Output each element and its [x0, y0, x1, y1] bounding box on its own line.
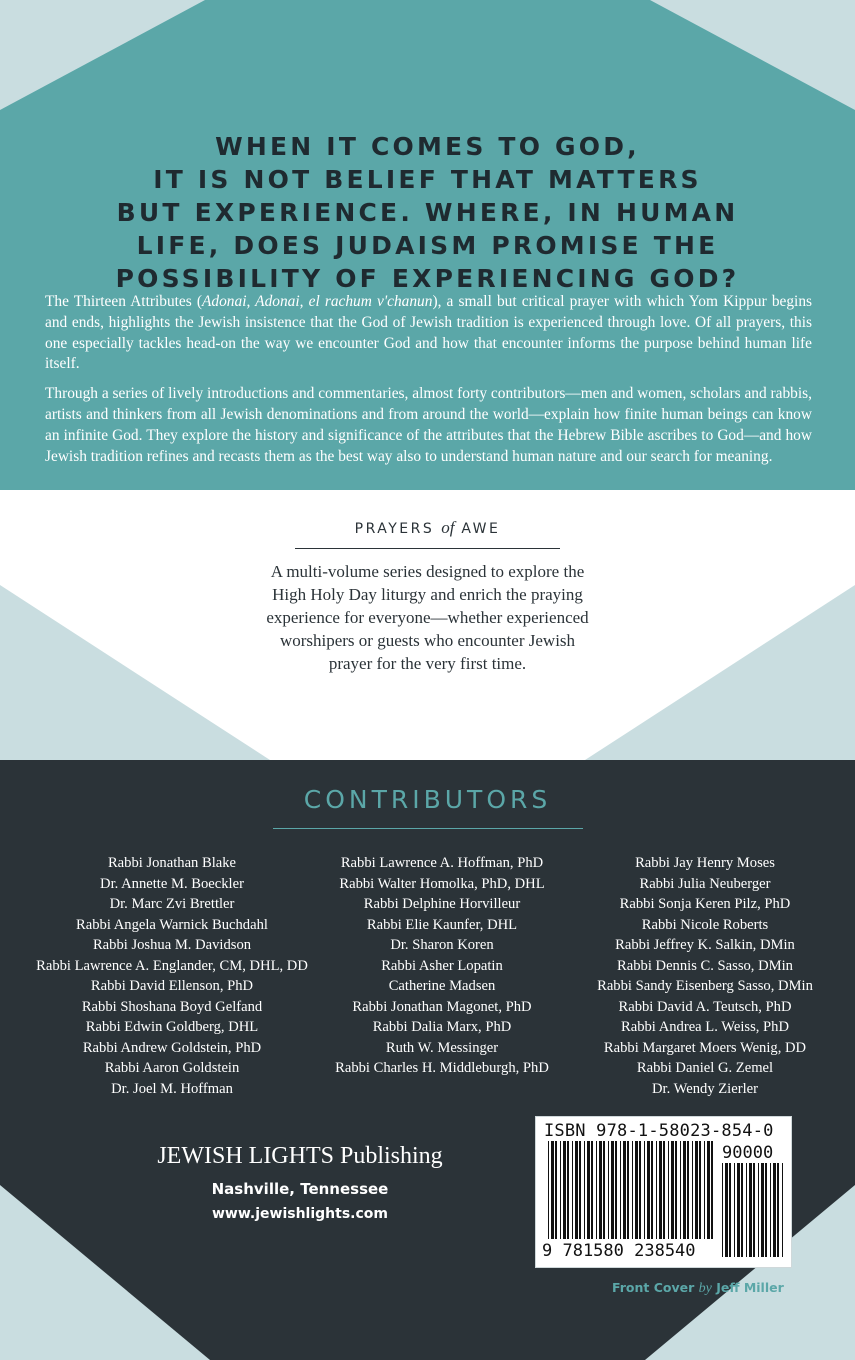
contributor-name: Rabbi Lawrence A. Englander, CM, DHL, DD [36, 957, 308, 974]
barcode-bar [575, 1141, 578, 1239]
contributor-name: Rabbi Charles H. Middleburgh, PhD [335, 1060, 549, 1076]
barcode-bar [761, 1163, 764, 1257]
contributors-column-1 [17, 853, 327, 1099]
series-description-line: experience for everyone—whether experienced [266, 608, 589, 627]
contributor-name: Rabbi Edwin Goldberg, DHL [85, 1019, 259, 1035]
contributor-name: Rabbi Elie Kaunfer, DHL [366, 916, 518, 933]
barcode-bar [591, 1141, 593, 1239]
series-description [0, 560, 855, 675]
contributor-name: Rabbi Lawrence A. Hoffman, PhD [340, 855, 544, 871]
barcode-bar [584, 1141, 585, 1239]
price-addon-number: 90000 [722, 1143, 774, 1163]
barcode-bar [663, 1141, 665, 1239]
barcode-bar [683, 1141, 686, 1239]
barcode-bar [608, 1141, 609, 1239]
barcode-bar [627, 1141, 629, 1239]
contributor-name: Rabbi Jay Henry Moses [635, 855, 775, 871]
barcode-bar [623, 1141, 626, 1239]
contributor-name: Rabbi David A. Teutsch, PhD [618, 998, 792, 1015]
contributor-name: Rabbi Andrea L. Weiss, PhD [621, 1019, 789, 1035]
barcode-bar [611, 1141, 614, 1239]
barcode-bar [647, 1141, 650, 1239]
barcode-bar [603, 1141, 605, 1239]
contributor-name: Rabbi Angela Warnick Buchdahl [76, 916, 268, 933]
contributor-name: Rabbi Joshua M. Davidson [92, 937, 252, 953]
barcode-bar [749, 1163, 752, 1257]
contributor-name: Rabbi Asher Lopatin [381, 957, 503, 974]
contributor-name: Rabbi Julia Neuberger [639, 875, 771, 892]
barcode-bar [579, 1141, 581, 1239]
publisher-city: Nashville, Tennessee [211, 1180, 389, 1198]
contributors-divider [273, 828, 583, 829]
headline-line: WHEN IT COMES TO GOD, [215, 132, 640, 161]
barcode-bar [572, 1141, 573, 1239]
contributor-name: Dr. Joel M. Hoffman [111, 1080, 233, 1097]
publisher-name: JEWISH LIGHTS Publishing [157, 1143, 443, 1169]
barcode-bar [675, 1141, 677, 1239]
cover-credit: Front Cover by Jeff Miller [612, 1280, 784, 1296]
series-description-line: prayer for the very first time. [328, 654, 527, 673]
barcode-bar [699, 1141, 701, 1239]
barcode-bar [548, 1141, 549, 1239]
barcode-bar [722, 1163, 723, 1257]
contributor-name: Rabbi Aaron Goldstein [104, 1060, 240, 1076]
barcode-bar [758, 1163, 759, 1257]
barcode-bar [671, 1141, 674, 1239]
barcode-bar [551, 1141, 554, 1239]
contributor-name: Rabbi Jonathan Magonet, PhD [352, 998, 532, 1015]
contributor-name: Rabbi Delphine Horvilleur [363, 896, 521, 912]
barcode-bar [734, 1163, 735, 1257]
contributor-name: Rabbi Daniel G. Zemel [636, 1060, 774, 1076]
barcode-bar [668, 1141, 669, 1239]
barcode-bar [659, 1141, 662, 1239]
barcode-bar [596, 1141, 597, 1239]
contributor-name: Rabbi Dennis C. Sasso, DMin [617, 957, 793, 974]
headline-line: POSSIBILITY OF EXPERIENCING GOD? [115, 264, 740, 293]
contributor-name: Rabbi Walter Homolka, PhD, DHL [339, 875, 545, 892]
barcode-bar [765, 1163, 767, 1257]
barcode-bar [707, 1141, 710, 1239]
headline-line: BUT EXPERIENCE. WHERE, IN HUMAN [116, 198, 739, 227]
contributor-name: Ruth W. Messinger [385, 1039, 499, 1056]
barcode-bar [599, 1141, 602, 1239]
barcode-bar [777, 1163, 779, 1257]
series-description-line: worshipers or guests who encounter Jewish [279, 631, 576, 650]
barcode-bar [635, 1141, 638, 1239]
barcode-bar [741, 1163, 743, 1257]
barcode-bar [656, 1141, 657, 1239]
barcode-bar [615, 1141, 617, 1239]
barcode-bar [567, 1141, 569, 1239]
contributor-name: Rabbi Nicole Roberts [641, 916, 769, 933]
barcode-bar [651, 1141, 653, 1239]
contributor-name: Rabbi Shoshana Boyd Gelfand [81, 998, 263, 1015]
contributor-name: Catherine Madsen [388, 978, 496, 994]
barcode-bar [782, 1163, 783, 1257]
contributor-name: Rabbi David Ellenson, PhD [90, 978, 254, 994]
contributor-name: Dr. Wendy Zierler [652, 1080, 758, 1097]
barcode-bar [680, 1141, 681, 1239]
publisher-url: www.jewishlights.com [212, 1206, 388, 1222]
headline-line: IT IS NOT BELIEF THAT MATTERS [153, 165, 702, 194]
contributor-name: Dr. Annette M. Boeckler [100, 875, 244, 892]
isbn-barcode [535, 1116, 792, 1268]
barcode-bar [773, 1163, 776, 1257]
barcode-bar [753, 1163, 755, 1257]
contributor-name: Rabbi Sandy Eisenberg Sasso, DMin [597, 978, 813, 994]
contributor-name: Dr. Marc Zvi Brettler [109, 896, 235, 912]
contributor-name: Dr. Sharon Koren [390, 937, 494, 953]
contributors-column-3 [560, 853, 850, 1099]
series-description-line: High Holy Day liturgy and enrich the praying [272, 585, 583, 604]
contributor-name: Rabbi Jeffrey K. Salkin, DMin [615, 937, 795, 953]
barcode-bar [644, 1141, 645, 1239]
contributor-name: Rabbi Andrew Goldstein, PhD [82, 1039, 262, 1056]
contributor-name: Rabbi Margaret Moers Wenig, DD [603, 1039, 807, 1056]
barcode-bar [746, 1163, 747, 1257]
barcode-bar [560, 1141, 561, 1239]
barcode-bar [725, 1163, 728, 1257]
series-title: PRAYERS of AWE [354, 518, 501, 537]
description-paragraph-1: The Thirteen Attributes (Adonai, Adonai, el rachum v'chanun), a small but critical prayer with which Yom Kippur begins and ends, highlights the Jewish insistence that the God of Jewish tradition is experienced through love. Of all prayers, this one especially tackles head-on the way we encounter God and how that encounter informs the purpose behind human life itself. [45, 293, 813, 373]
barcode-bar [729, 1163, 731, 1257]
contributors-column-2 [292, 853, 592, 1079]
isbn-number: ISBN 978-1-58023-854-0 [544, 1121, 774, 1141]
description-paragraph-2: Through a series of lively introductions and commentaries, almost forty contributors—men and women, scholars and rabbis, artists and thinkers from all Jewish denominations and from around the world—explain how finite human beings can know an infinite God. They explore the history and significance of the attributes that the Hebrew Bible ascribes to God—and how Jewish tradition refines and recasts them as the best way also to understand human nature and our search for meaning. [45, 385, 812, 465]
headline [0, 130, 855, 295]
barcode-bar [620, 1141, 621, 1239]
publisher-block [150, 1140, 450, 1224]
barcode-bar [687, 1141, 689, 1239]
contributor-name: Rabbi Sonja Keren Pilz, PhD [619, 896, 791, 912]
barcode-bar [555, 1141, 557, 1239]
barcode-bar [563, 1141, 566, 1239]
barcode-bar [711, 1141, 713, 1239]
barcode-bar [737, 1163, 740, 1257]
barcode-bar [632, 1141, 633, 1239]
book-description [45, 292, 812, 476]
contributor-name: Rabbi Jonathan Blake [107, 855, 237, 871]
barcode-bar [704, 1141, 705, 1239]
contributor-name: Rabbi Dalia Marx, PhD [372, 1019, 512, 1035]
barcode-bar [692, 1141, 693, 1239]
contributors-heading: CONTRIBUTORS [303, 785, 552, 814]
barcode-bar [587, 1141, 590, 1239]
barcode-bar [695, 1141, 698, 1239]
barcode-bar [639, 1141, 641, 1239]
headline-line: LIFE, DOES JUDAISM PROMISE THE [136, 231, 719, 260]
series-description-line: A multi-volume series designed to explore the [270, 562, 585, 581]
series-divider [295, 548, 560, 549]
ean-number: 9 781580 238540 [542, 1241, 696, 1261]
barcode-bar [770, 1163, 771, 1257]
